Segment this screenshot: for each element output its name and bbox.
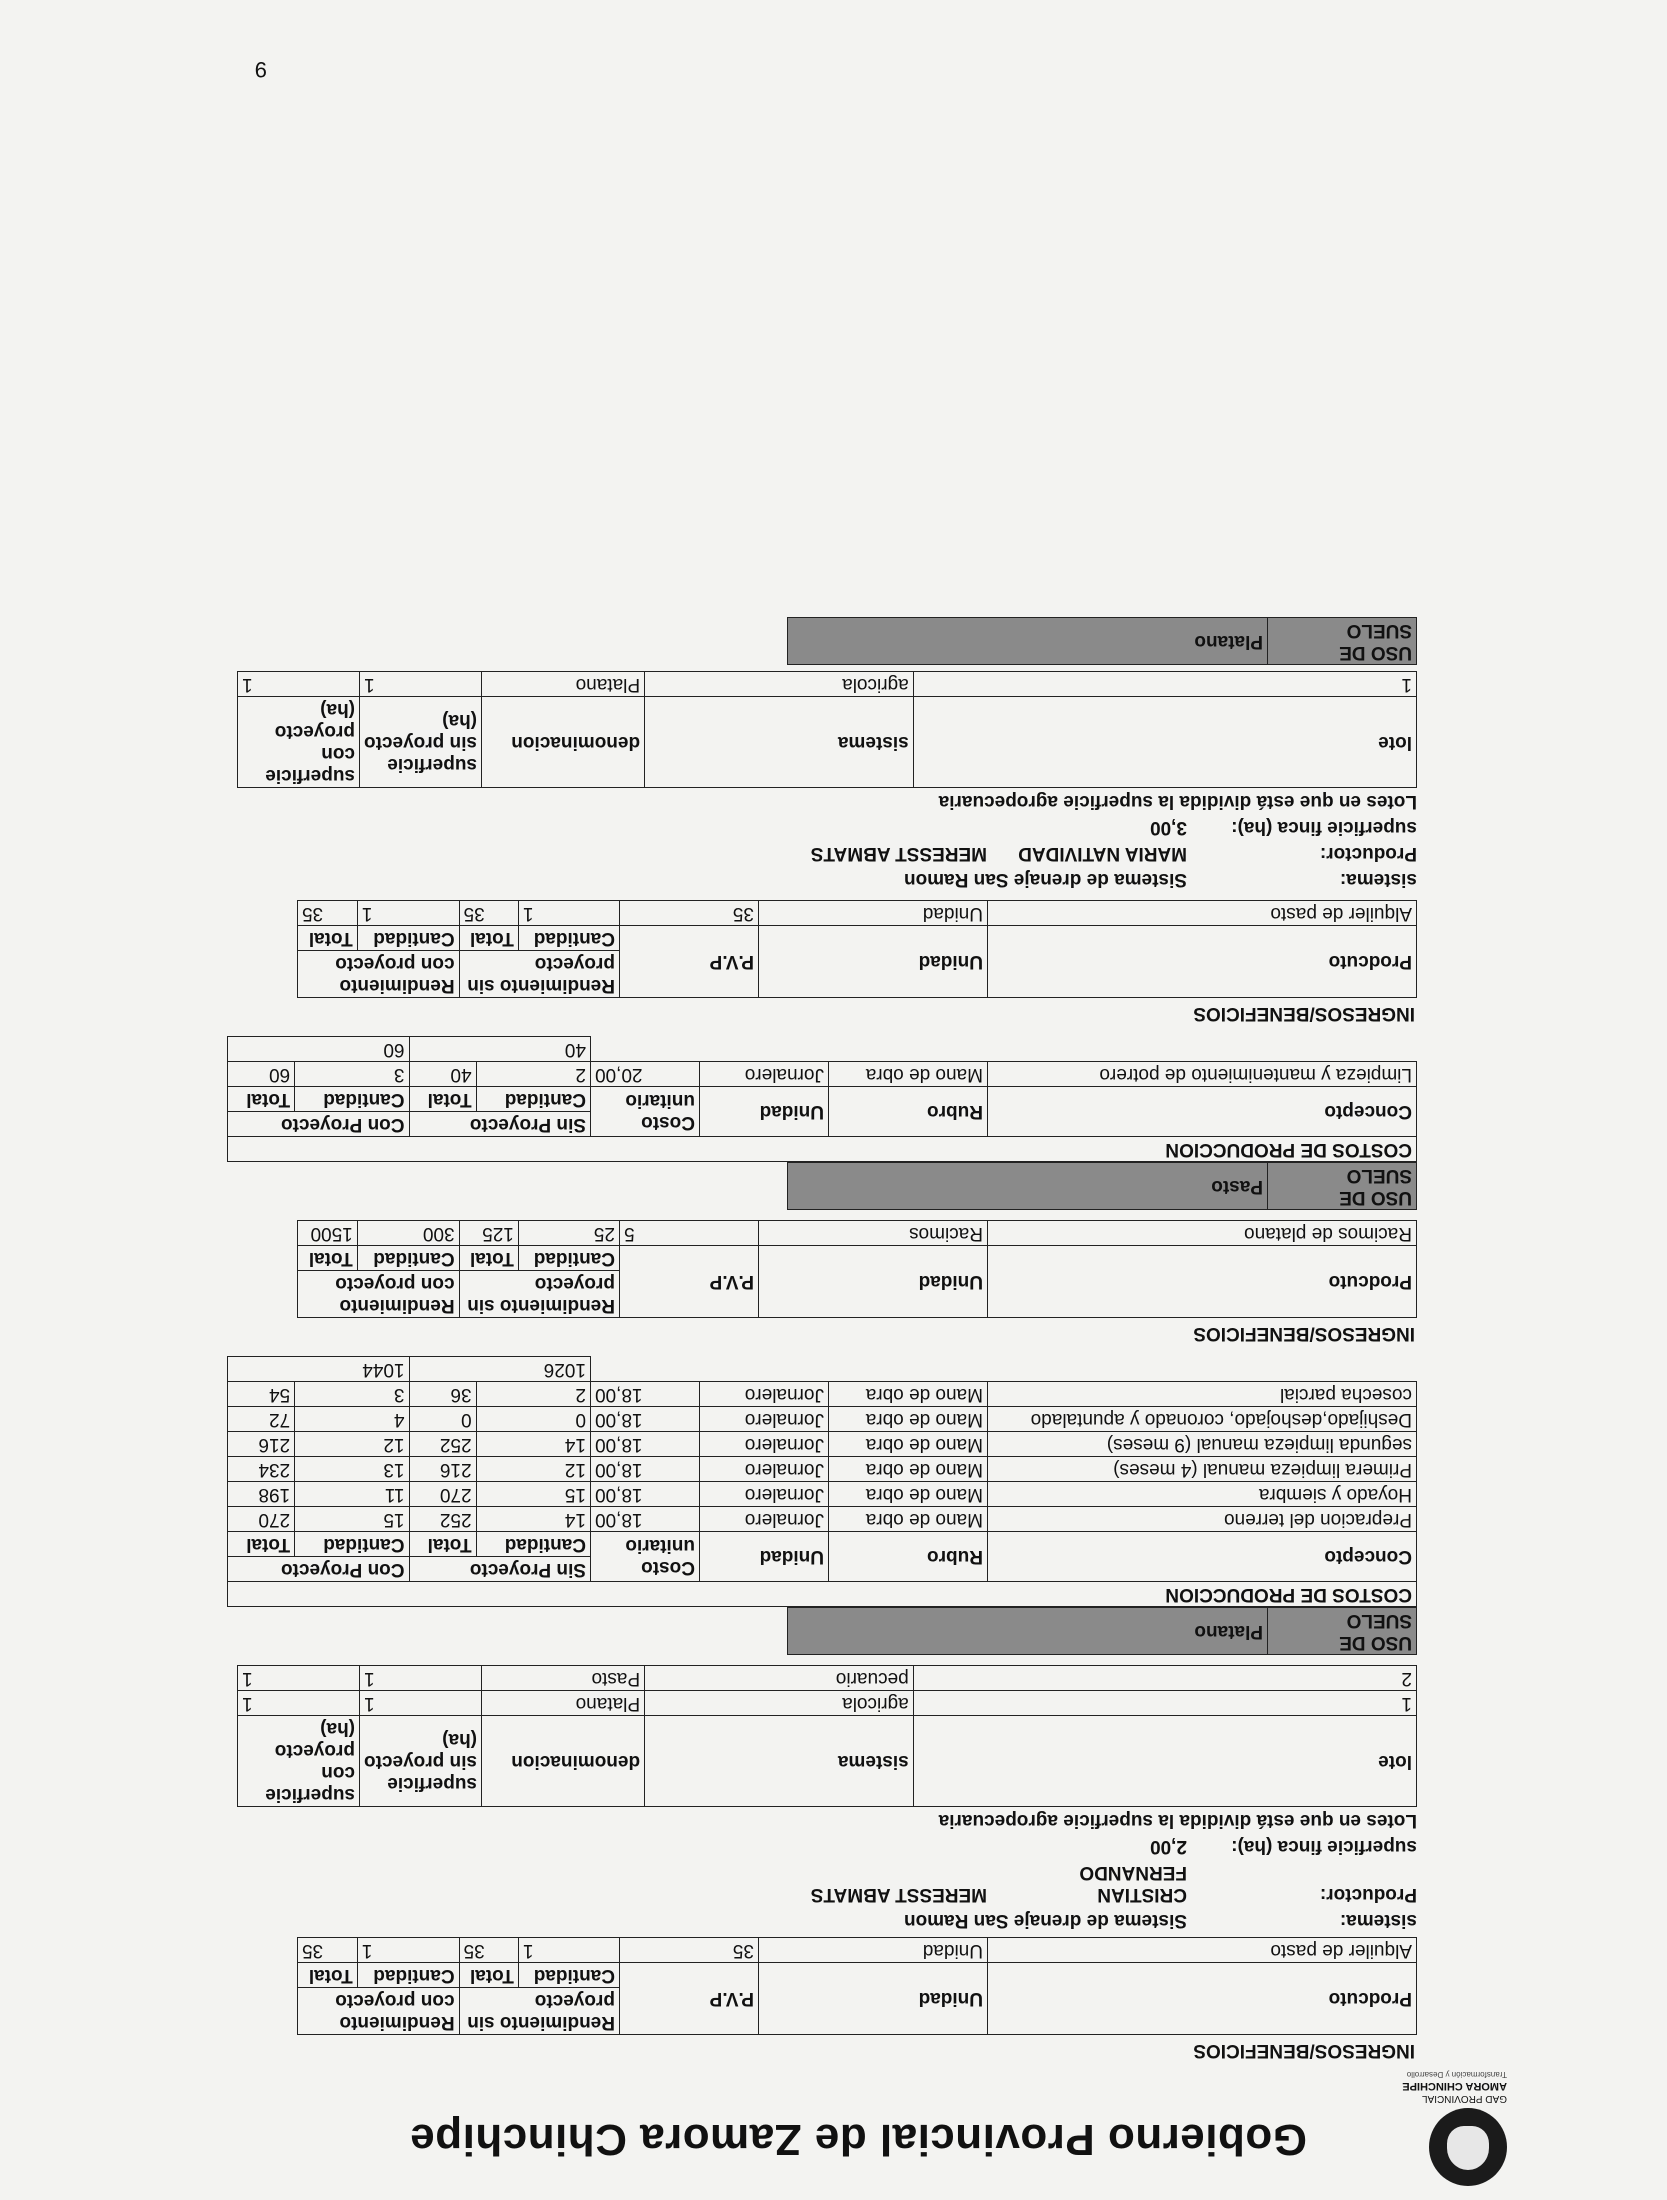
cell: pecuario <box>645 1666 914 1691</box>
cell: 18,00 <box>591 1457 700 1482</box>
col-total: Total <box>409 1532 476 1557</box>
con-proyecto-sum: 60 <box>228 1037 410 1062</box>
gad-logo <box>1337 2070 1507 2186</box>
col-total: Total <box>459 1963 518 1988</box>
uso-value: Pasto <box>788 1163 1268 1210</box>
col-rend-con: Rendimiento con proyecto <box>298 951 460 998</box>
sin-proyecto-sum: 40 <box>409 1037 590 1062</box>
cell: Jornalero <box>700 1457 829 1482</box>
finca-info-2 <box>227 816 1417 890</box>
cell: 36 <box>409 1382 476 1407</box>
col-rubro: Rubro <box>829 1087 988 1137</box>
cell: Alquiler de pasto <box>988 901 1417 926</box>
cell: 40 <box>409 1062 476 1087</box>
cell: 1 <box>360 1691 482 1716</box>
ingresos-table-3 <box>297 900 1417 998</box>
cell: 18,00 <box>591 1432 700 1457</box>
cell: Alquiler de pasto <box>988 1938 1417 1963</box>
cell: cosecha parcial <box>988 1382 1417 1407</box>
superficie-value: 3,00 <box>1150 817 1187 838</box>
col-total: Total <box>409 1087 476 1112</box>
col-cantidad: Cantidad <box>518 926 619 951</box>
col-sup-con: superficie con proyecto (ha) <box>238 1716 360 1807</box>
col-cantidad: Cantidad <box>476 1087 590 1112</box>
page-header <box>107 2070 1507 2194</box>
table-row <box>298 1938 1417 1963</box>
cell: Jornalero <box>700 1432 829 1457</box>
col-total: Total <box>228 1532 295 1557</box>
cell: 14 <box>476 1507 590 1532</box>
cell: Hoyado y siembra <box>988 1482 1417 1507</box>
col-con-proyecto: Con Proyecto <box>228 1112 410 1137</box>
cell: 2 <box>476 1062 590 1087</box>
cell: 300 <box>357 1221 459 1246</box>
table-row <box>228 1482 1417 1507</box>
logo-line-1: GAD PROVINCIAL <box>1421 2093 1507 2104</box>
uso-value: Platano <box>788 618 1268 665</box>
col-total: Total <box>459 926 518 951</box>
cell: 2 <box>476 1382 590 1407</box>
cell: 12 <box>476 1457 590 1482</box>
cell: Jornalero <box>700 1407 829 1432</box>
cell: 3 <box>295 1062 409 1087</box>
cell: 18,00 <box>591 1382 700 1407</box>
lotes-table-1 <box>237 1665 1417 1807</box>
cell: 12 <box>295 1432 409 1457</box>
cell: 18,00 <box>591 1482 700 1507</box>
cell: 15 <box>476 1482 590 1507</box>
cell: Mano de obra <box>829 1457 988 1482</box>
col-producto: Prodcuto <box>988 1963 1417 2035</box>
sin-proyecto-sum: 1026 <box>409 1357 590 1382</box>
header-title: Gobierno Provincial de Zamora Chinchipe <box>409 2115 1307 2164</box>
cell: 4 <box>295 1407 409 1432</box>
cell: Deshijado,deshojado, coronado y apuntalado <box>988 1407 1417 1432</box>
cell: 14 <box>476 1432 590 1457</box>
col-costo: Costo unitario <box>591 1532 700 1582</box>
col-cantidad: Cantidad <box>295 1532 409 1557</box>
totals-row <box>228 1037 1417 1062</box>
page-number: 9 <box>254 57 267 82</box>
uso-suelo-pasto <box>787 1162 1417 1210</box>
cell: 20,00 <box>591 1062 700 1087</box>
table-row <box>228 1382 1417 1407</box>
cell: 1 <box>357 1938 459 1963</box>
col-sup-sin: superficie sin proyecto (ha) <box>360 697 482 788</box>
cell: Jornalero <box>700 1482 829 1507</box>
uso-label: USO DE SUELO <box>1268 618 1417 665</box>
cell: agricola <box>645 1691 914 1716</box>
cell: 54 <box>228 1382 295 1407</box>
superficie-value: 2,00 <box>1150 1836 1187 1857</box>
cell: Prepracion del terreno <box>988 1507 1417 1532</box>
uso-suelo-platano <box>787 1607 1417 1655</box>
col-sup-sin: superficie sin proyecto (ha) <box>360 1716 482 1807</box>
productor-value: MERESST ABMATS <box>810 843 987 864</box>
lotes-title-2: Lotes en que está dividida la superficie agropecuaria <box>938 791 1417 812</box>
table-row <box>228 1407 1417 1432</box>
table-row <box>228 1457 1417 1482</box>
col-cantidad: Cantidad <box>357 1246 459 1271</box>
cell: 72 <box>228 1407 295 1432</box>
cell: Mano de obra <box>829 1382 988 1407</box>
logo-line-3: Transformación y Desarrollo <box>1406 2070 1507 2079</box>
cell: 2 <box>913 1666 1416 1691</box>
costos-title: COSTOS DE PRODUCCION <box>228 1582 1417 1607</box>
col-denominacion: denominacion <box>482 1716 645 1807</box>
cell: 5 <box>620 1221 759 1246</box>
sistema-value: Sistema de drenaje San Ramon <box>904 869 1187 890</box>
cell: Mano de obra <box>829 1482 988 1507</box>
cell: 35 <box>298 901 358 926</box>
col-sup-con: superficie con proyecto (ha) <box>238 697 360 788</box>
costos-title: COSTOS DE PRODUCCION <box>228 1137 1417 1162</box>
col-cantidad: Cantidad <box>357 926 459 951</box>
col-cantidad: Cantidad <box>357 1963 459 1988</box>
cell: 270 <box>409 1482 476 1507</box>
productor-label: Productor: <box>1319 1884 1417 1905</box>
cell: 18,00 <box>591 1507 700 1532</box>
logo-emblem-icon <box>1429 2108 1507 2186</box>
col-producto: Prodcuto <box>988 1246 1417 1318</box>
col-rend-sin: Rendimiento sin proyecto <box>459 1988 619 2035</box>
costos-table-pasto <box>227 1036 1417 1162</box>
cell: 125 <box>459 1221 518 1246</box>
cell: 0 <box>476 1407 590 1432</box>
ingresos-title-2: INGRESOS/BENEFICIOS <box>1193 1323 1415 1344</box>
col-rubro: Rubro <box>829 1532 988 1582</box>
table-row <box>228 1507 1417 1532</box>
table-row <box>298 901 1417 926</box>
col-unidad: Unidad <box>759 1246 988 1318</box>
cell: 1 <box>238 1691 360 1716</box>
cell: Unidad <box>759 901 988 926</box>
cell: 60 <box>228 1062 295 1087</box>
col-unidad: Unidad <box>700 1532 829 1582</box>
col-sin-proyecto: Sin Proyecto <box>409 1557 590 1582</box>
uso-suelo-platano-2 <box>787 617 1417 665</box>
cell: Mano de obra <box>829 1407 988 1432</box>
cell: Platano <box>482 672 645 697</box>
lotes-title-1: Lotes en que está dividida la superficie agropecuaria <box>938 1810 1417 1831</box>
cell: 1 <box>913 672 1416 697</box>
cell: Mano de obra <box>829 1432 988 1457</box>
productor-value: MERESST ABMATS <box>810 1884 987 1905</box>
cell: 198 <box>228 1482 295 1507</box>
cell: Limpieza y mantenimiento de potrero <box>988 1062 1417 1087</box>
cell: 1 <box>238 1666 360 1691</box>
col-total: Total <box>298 1246 358 1271</box>
col-sistema: sistema <box>645 1716 914 1807</box>
cell: 35 <box>459 1938 518 1963</box>
sistema-label: sistema: <box>1339 869 1417 890</box>
cell: Primera limpieza manual (4 meses) <box>988 1457 1417 1482</box>
cell: 1 <box>357 901 459 926</box>
cell: 13 <box>295 1457 409 1482</box>
totals-row <box>228 1357 1417 1382</box>
cell: Racimos de platano <box>988 1221 1417 1246</box>
ingresos-table-2 <box>297 1220 1417 1318</box>
cell: Mano de obra <box>829 1062 988 1087</box>
cell: 252 <box>409 1432 476 1457</box>
cell: 1 <box>913 1691 1416 1716</box>
uso-label: USO DE SUELO <box>1268 1163 1417 1210</box>
col-unidad: Unidad <box>700 1087 829 1137</box>
col-sistema: sistema <box>645 697 914 788</box>
cell: 216 <box>409 1457 476 1482</box>
col-cantidad: Cantidad <box>518 1246 619 1271</box>
cell: Jornalero <box>700 1507 829 1532</box>
col-pvp: P.V.P <box>620 1963 759 2035</box>
table-row <box>238 1666 1417 1691</box>
cell: 252 <box>409 1507 476 1532</box>
lotes-table-2 <box>237 671 1417 788</box>
cell: 0 <box>409 1407 476 1432</box>
cell: 3 <box>295 1382 409 1407</box>
cell: Jornalero <box>700 1382 829 1407</box>
cell: 18,00 <box>591 1407 700 1432</box>
content <box>227 617 1417 2065</box>
col-rend-con: Rendimiento con proyecto <box>298 1988 460 2035</box>
table-row <box>238 1691 1417 1716</box>
cell: 216 <box>228 1432 295 1457</box>
ingresos-title-3: INGRESOS/BENEFICIOS <box>1193 1003 1415 1024</box>
col-concepto: Concepto <box>988 1532 1417 1582</box>
productor-label: Productor: <box>1319 843 1417 864</box>
cell: 35 <box>620 1938 759 1963</box>
cell: agricola <box>645 672 914 697</box>
col-denominacion: denominacion <box>482 697 645 788</box>
ingresos-table-1 <box>297 1937 1417 2035</box>
col-con-proyecto: Con Proyecto <box>228 1557 410 1582</box>
col-sin-proyecto: Sin Proyecto <box>409 1112 590 1137</box>
cell: 1 <box>518 901 619 926</box>
cell: Pasto <box>482 1666 645 1691</box>
sistema-value: Sistema de drenaje San Ramon <box>904 1910 1187 1931</box>
col-pvp: P.V.P <box>620 926 759 998</box>
col-producto: Prodcuto <box>988 926 1417 998</box>
col-total: Total <box>459 1246 518 1271</box>
cell: 35 <box>620 901 759 926</box>
logo-line-2: AMORA CHINCHIPE <box>1402 2080 1507 2092</box>
finca-info-1 <box>227 1835 1417 1931</box>
cell: 35 <box>298 1938 358 1963</box>
cell: Mano de obra <box>829 1507 988 1532</box>
costos-table-platano <box>227 1356 1417 1607</box>
uso-value: Platano <box>788 1608 1268 1655</box>
sistema-label: sistema: <box>1339 1910 1417 1931</box>
table-row <box>238 672 1417 697</box>
table-row <box>228 1432 1417 1457</box>
col-pvp: P.V.P <box>620 1246 759 1318</box>
col-lote: lote <box>913 697 1416 788</box>
cell: 1500 <box>298 1221 358 1246</box>
col-concepto: Concepto <box>988 1087 1417 1137</box>
cell: 1 <box>518 1938 619 1963</box>
cell: 11 <box>295 1482 409 1507</box>
ingresos-title-1: INGRESOS/BENEFICIOS <box>1193 2040 1415 2061</box>
col-unidad: Unidad <box>759 926 988 998</box>
col-unidad: Unidad <box>759 1963 988 2035</box>
cell: 25 <box>518 1221 619 1246</box>
cell: Racimos <box>759 1221 988 1246</box>
superficie-label: superficie finca (ha): <box>1231 817 1417 838</box>
col-rend-con: Rendimiento con proyecto <box>298 1271 460 1318</box>
col-rend-sin: Rendimiento sin proyecto <box>459 1271 619 1318</box>
cell: 35 <box>459 901 518 926</box>
col-cantidad: Cantidad <box>295 1087 409 1112</box>
col-total: Total <box>298 926 358 951</box>
cell: 234 <box>228 1457 295 1482</box>
col-cantidad: Cantidad <box>476 1532 590 1557</box>
col-cantidad: Cantidad <box>518 1963 619 1988</box>
cell: 15 <box>295 1507 409 1532</box>
table-row <box>228 1062 1417 1087</box>
cell: 1 <box>360 672 482 697</box>
productor-value-2: MARIA NATIVIDAD <box>1018 843 1187 864</box>
cell: Unidad <box>759 1938 988 1963</box>
col-total: Total <box>228 1087 295 1112</box>
col-costo: Costo unitario <box>591 1087 700 1137</box>
cell: 1 <box>360 1666 482 1691</box>
con-proyecto-sum: 1044 <box>228 1357 410 1382</box>
uso-label: USO DE SUELO <box>1268 1608 1417 1655</box>
cell: Platano <box>482 1691 645 1716</box>
table-row <box>298 1221 1417 1246</box>
col-lote: lote <box>913 1716 1416 1807</box>
cell: 270 <box>228 1507 295 1532</box>
superficie-label: superficie finca (ha): <box>1231 1836 1417 1857</box>
col-rend-sin: Rendimiento sin proyecto <box>459 951 619 998</box>
productor-value-2: CRISTIAN FERNANDO <box>1079 1862 1187 1905</box>
cell: 1 <box>238 672 360 697</box>
col-total: Total <box>298 1963 358 1988</box>
cell: segunda limpieza manual (9 meses) <box>988 1432 1417 1457</box>
cell: Jornalero <box>700 1062 829 1087</box>
